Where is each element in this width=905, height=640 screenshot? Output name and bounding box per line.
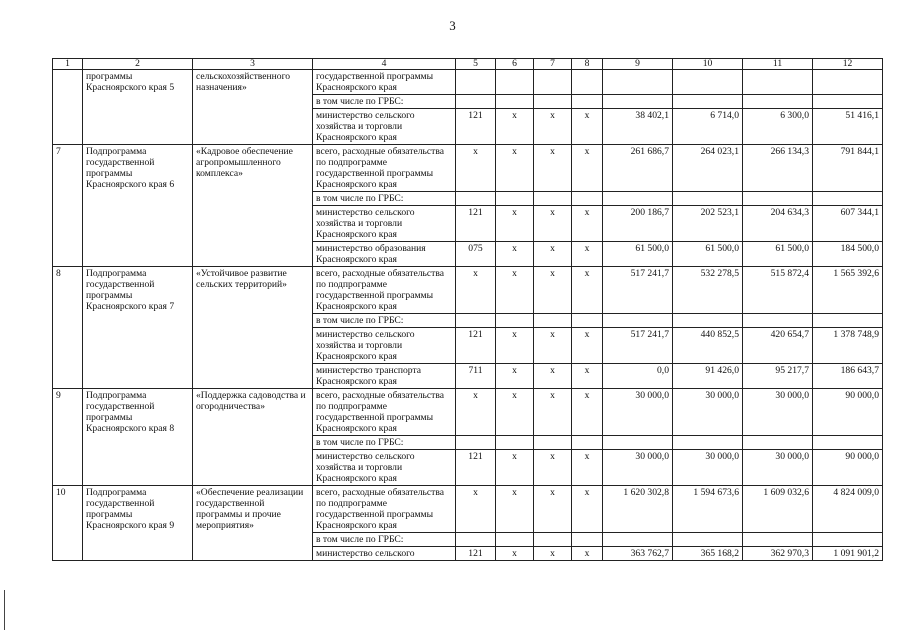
code-cell: x — [496, 242, 534, 267]
amount-cell — [743, 95, 813, 109]
obligation-description-cell: всего, расходные обязательства по подпрограмме государственной программы Красноярского края — [313, 486, 456, 533]
code-cell: x — [572, 109, 603, 145]
code-cell — [496, 314, 534, 328]
amount-cell — [603, 95, 673, 109]
column-header: 8 — [572, 59, 603, 70]
obligation-description-cell: министерство транспорта Красноярского края — [313, 364, 456, 389]
amount-cell: 61 500,0 — [743, 242, 813, 267]
grbs-code-cell — [456, 314, 496, 328]
amount-cell — [603, 192, 673, 206]
amount-cell: 791 844,1 — [813, 145, 883, 192]
amount-cell — [673, 436, 743, 450]
obligation-description-cell: министерство сельского — [313, 547, 456, 561]
obligation-description-cell: министерство сельского хозяйства и торговли Красноярского края — [313, 206, 456, 242]
grbs-code-cell: 121 — [456, 450, 496, 486]
scan-edge-mark — [4, 590, 5, 630]
amount-cell — [673, 314, 743, 328]
amount-cell: 1 594 673,6 — [673, 486, 743, 533]
program-name-cell: Подпрограмма государственной программы Красноярского края 6 — [83, 145, 193, 267]
amount-cell: 202 523,1 — [673, 206, 743, 242]
column-header: 7 — [534, 59, 572, 70]
code-cell — [572, 314, 603, 328]
code-cell: x — [534, 145, 572, 192]
code-cell: x — [534, 450, 572, 486]
grbs-code-cell — [456, 533, 496, 547]
column-header: 9 — [603, 59, 673, 70]
code-cell: x — [572, 267, 603, 314]
code-cell: x — [534, 486, 572, 533]
amount-cell — [813, 436, 883, 450]
amount-cell — [603, 533, 673, 547]
grbs-code-cell: 075 — [456, 242, 496, 267]
code-cell — [496, 533, 534, 547]
amount-cell: 30 000,0 — [743, 450, 813, 486]
obligation-description-cell: в том числе по ГРБС: — [313, 533, 456, 547]
code-cell — [572, 70, 603, 95]
code-cell: x — [496, 206, 534, 242]
amount-cell: 420 654,7 — [743, 328, 813, 364]
code-cell: x — [572, 486, 603, 533]
amount-cell — [743, 314, 813, 328]
amount-cell — [813, 314, 883, 328]
row-number-cell: 9 — [53, 389, 83, 486]
grbs-code-cell — [456, 70, 496, 95]
amount-cell: 607 344,1 — [813, 206, 883, 242]
obligation-description-cell: министерство сельского хозяйства и торговли Красноярского края — [313, 109, 456, 145]
amount-cell: 517 241,7 — [603, 328, 673, 364]
amount-cell: 6 300,0 — [743, 109, 813, 145]
code-cell: x — [496, 145, 534, 192]
amount-cell: 90 000,0 — [813, 389, 883, 436]
obligation-description-cell: в том числе по ГРБС: — [313, 436, 456, 450]
amount-cell: 363 762,7 — [603, 547, 673, 561]
code-cell — [534, 314, 572, 328]
amount-cell — [743, 192, 813, 206]
column-header: 11 — [743, 59, 813, 70]
obligation-description-cell: государственной программы Красноярского края — [313, 70, 456, 95]
grbs-code-cell: x — [456, 486, 496, 533]
amount-cell: 261 686,7 — [603, 145, 673, 192]
grbs-code-cell: 121 — [456, 547, 496, 561]
subprogram-title-cell: «Обеспечение реализации государственной программы и прочие мероприятия» — [193, 486, 313, 561]
amount-cell — [673, 192, 743, 206]
amount-cell — [813, 192, 883, 206]
code-cell: x — [534, 364, 572, 389]
row-number-cell: 10 — [53, 486, 83, 561]
code-cell: x — [534, 242, 572, 267]
amount-cell: 30 000,0 — [603, 389, 673, 436]
code-cell: x — [534, 328, 572, 364]
program-name-cell: Подпрограмма государственной программы Красноярского края 7 — [83, 267, 193, 389]
column-header: 10 — [673, 59, 743, 70]
code-cell: x — [534, 389, 572, 436]
amount-cell: 517 241,7 — [603, 267, 673, 314]
amount-cell: 266 134,3 — [743, 145, 813, 192]
code-cell: x — [572, 389, 603, 436]
subprogram-title-cell: «Кадровое обеспечение агропромышленного комплекса» — [193, 145, 313, 267]
obligation-description-cell: министерство сельского хозяйства и торговли Красноярского края — [313, 450, 456, 486]
amount-cell: 365 168,2 — [673, 547, 743, 561]
amount-cell: 362 970,3 — [743, 547, 813, 561]
table-row — [53, 267, 883, 314]
code-cell: x — [496, 109, 534, 145]
grbs-code-cell: 121 — [456, 328, 496, 364]
column-header: 3 — [193, 59, 313, 70]
grbs-code-cell: 711 — [456, 364, 496, 389]
code-cell: x — [496, 486, 534, 533]
code-cell — [572, 95, 603, 109]
amount-cell: 6 714,0 — [673, 109, 743, 145]
amount-cell: 95 217,7 — [743, 364, 813, 389]
grbs-code-cell: x — [456, 267, 496, 314]
code-cell — [572, 192, 603, 206]
grbs-code-cell — [456, 192, 496, 206]
amount-cell: 51 416,1 — [813, 109, 883, 145]
code-cell: x — [572, 364, 603, 389]
code-cell: x — [496, 328, 534, 364]
amount-cell: 91 426,0 — [673, 364, 743, 389]
grbs-code-cell: x — [456, 145, 496, 192]
code-cell — [496, 436, 534, 450]
program-name-cell: Подпрограмма государственной программы Красноярского края 8 — [83, 389, 193, 486]
obligation-description-cell: в том числе по ГРБС: — [313, 95, 456, 109]
amount-cell: 1 378 748,9 — [813, 328, 883, 364]
program-name-cell: Подпрограмма государственной программы Красноярского края 9 — [83, 486, 193, 561]
code-cell: x — [496, 364, 534, 389]
amount-cell: 0,0 — [603, 364, 673, 389]
code-cell — [572, 533, 603, 547]
page-number: 3 — [449, 18, 456, 33]
obligation-description-cell: в том числе по ГРБС: — [313, 192, 456, 206]
amount-cell — [813, 95, 883, 109]
code-cell — [534, 436, 572, 450]
amount-cell — [813, 70, 883, 95]
obligation-description-cell: министерство образования Красноярского края — [313, 242, 456, 267]
amount-cell — [673, 533, 743, 547]
amount-cell: 90 000,0 — [813, 450, 883, 486]
code-cell — [534, 95, 572, 109]
column-header: 5 — [456, 59, 496, 70]
amount-cell: 515 872,4 — [743, 267, 813, 314]
code-cell: x — [572, 450, 603, 486]
amount-cell: 1 565 392,6 — [813, 267, 883, 314]
amount-cell: 30 000,0 — [673, 389, 743, 436]
header-row — [53, 59, 883, 70]
amount-cell: 532 278,5 — [673, 267, 743, 314]
amount-cell: 30 000,0 — [603, 450, 673, 486]
code-cell — [534, 70, 572, 95]
amount-cell: 204 634,3 — [743, 206, 813, 242]
table-row — [53, 145, 883, 192]
code-cell — [496, 70, 534, 95]
amount-cell: 186 643,7 — [813, 364, 883, 389]
code-cell — [534, 192, 572, 206]
amount-cell — [743, 533, 813, 547]
code-cell: x — [534, 267, 572, 314]
amount-cell: 61 500,0 — [603, 242, 673, 267]
amount-cell — [743, 70, 813, 95]
row-number-cell: 8 — [53, 267, 83, 389]
row-number-cell: 7 — [53, 145, 83, 267]
code-cell — [534, 533, 572, 547]
program-name-cell: программы Красноярского края 5 — [83, 70, 193, 145]
code-cell: x — [534, 206, 572, 242]
amount-cell — [673, 95, 743, 109]
grbs-code-cell: 121 — [456, 109, 496, 145]
code-cell: x — [534, 109, 572, 145]
code-cell: x — [496, 450, 534, 486]
obligation-description-cell: всего, расходные обязательства по подпрограмме государственной программы Красноярского края — [313, 267, 456, 314]
amount-cell: 61 500,0 — [673, 242, 743, 267]
column-header: 12 — [813, 59, 883, 70]
amount-cell: 264 023,1 — [673, 145, 743, 192]
code-cell: x — [572, 206, 603, 242]
amount-cell: 440 852,5 — [673, 328, 743, 364]
amount-cell — [673, 70, 743, 95]
grbs-code-cell: 121 — [456, 206, 496, 242]
column-header: 6 — [496, 59, 534, 70]
table-row — [53, 389, 883, 436]
amount-cell — [603, 314, 673, 328]
code-cell: x — [572, 145, 603, 192]
code-cell — [572, 436, 603, 450]
code-cell — [496, 95, 534, 109]
grbs-code-cell: x — [456, 389, 496, 436]
budget-table — [52, 58, 883, 561]
grbs-code-cell — [456, 436, 496, 450]
amount-cell: 4 824 009,0 — [813, 486, 883, 533]
column-header: 4 — [313, 59, 456, 70]
code-cell: x — [572, 328, 603, 364]
subprogram-title-cell: «Поддержка садоводства и огородничества» — [193, 389, 313, 486]
amount-cell: 1 091 901,2 — [813, 547, 883, 561]
code-cell: x — [572, 242, 603, 267]
amount-cell: 184 500,0 — [813, 242, 883, 267]
code-cell: x — [496, 389, 534, 436]
code-cell: x — [572, 547, 603, 561]
subprogram-title-cell: сельскохозяйственного назначения» — [193, 70, 313, 145]
amount-cell — [743, 436, 813, 450]
column-header: 2 — [83, 59, 193, 70]
amount-cell: 30 000,0 — [743, 389, 813, 436]
subprogram-title-cell: «Устойчивое развитие сельских территорий» — [193, 267, 313, 389]
table-row — [53, 70, 883, 95]
table-row — [53, 486, 883, 533]
code-cell: x — [496, 547, 534, 561]
amount-cell — [603, 436, 673, 450]
grbs-code-cell — [456, 95, 496, 109]
amount-cell: 1 609 032,6 — [743, 486, 813, 533]
amount-cell: 1 620 302,8 — [603, 486, 673, 533]
obligation-description-cell: всего, расходные обязательства по подпрограмме государственной программы Красноярского края — [313, 389, 456, 436]
amount-cell: 200 186,7 — [603, 206, 673, 242]
code-cell: x — [534, 547, 572, 561]
code-cell: x — [496, 267, 534, 314]
amount-cell: 30 000,0 — [673, 450, 743, 486]
row-number-cell — [53, 70, 83, 145]
amount-cell: 38 402,1 — [603, 109, 673, 145]
column-header: 1 — [53, 59, 83, 70]
obligation-description-cell: министерство сельского хозяйства и торговли Красноярского края — [313, 328, 456, 364]
amount-cell — [813, 533, 883, 547]
code-cell — [496, 192, 534, 206]
obligation-description-cell: в том числе по ГРБС: — [313, 314, 456, 328]
obligation-description-cell: всего, расходные обязательства по подпрограмме государственной программы Красноярского края — [313, 145, 456, 192]
amount-cell — [603, 70, 673, 95]
